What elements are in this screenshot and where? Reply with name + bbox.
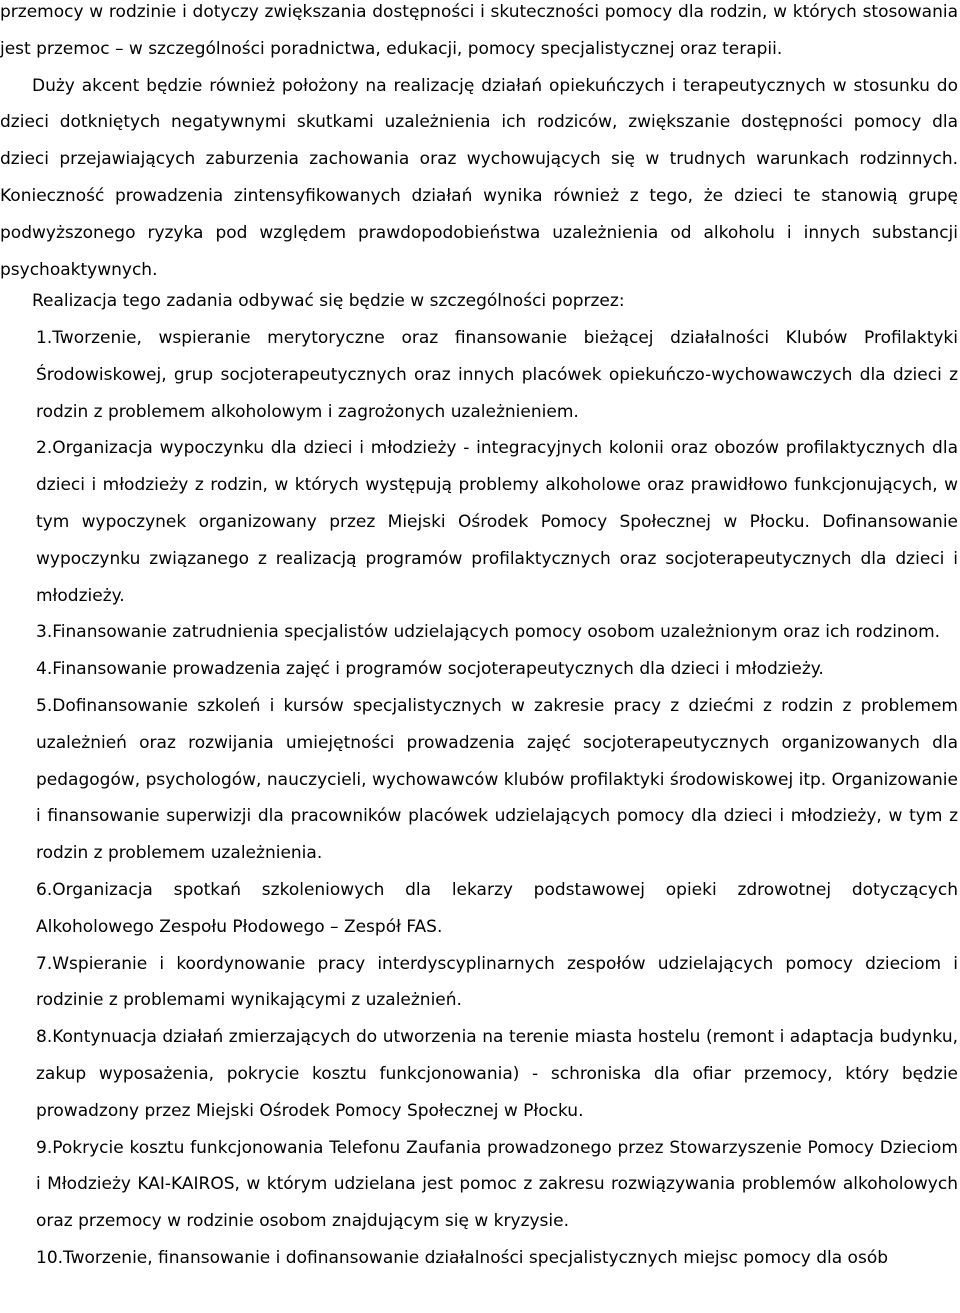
measures-list [36, 320, 958, 1277]
list-item-number: 10. [36, 1247, 64, 1268]
list-item-text: Organizacja wypoczynku dla dzieci i młodzieży - integracyjnych kolonii oraz obozów profilaktycznych dla dzieci i młodzieży z rodzin, w których występują problemy alkoholowe oraz prawidłowo funkcjonujących, w tym wypoczynek organizowany przez Miejski Ośrodek Pomocy Społecznej w Płocku. Dofinansowanie wypoczynku związanego z realizacją programów profilaktycznych oraz socjoterapeutycznych dla dzieci i młodzieży. [36, 438, 958, 606]
list-item [36, 688, 958, 872]
list-item-number: 7. [36, 953, 53, 974]
list-item [36, 946, 958, 1020]
list-item [36, 1240, 958, 1277]
list-item-text: Tworzenie, finansowanie i dofinansowanie działalności specjalistycznych miejsc pomocy dla osób [63, 1247, 889, 1268]
list-item [36, 872, 958, 946]
list-item-number: 4. [36, 659, 53, 680]
list-item [36, 320, 958, 430]
list-item-text: Finansowanie zatrudnienia specjalistów udzielających pomocy osobom uzależnionym oraz ich rodzinom. [52, 622, 941, 643]
list-item-number: 5. [36, 695, 53, 716]
list-item-text: Pokrycie kosztu funkcjonowania Telefonu Zaufania prowadzonego przez Stowarzyszenie Pomocy Dzieciom i Młodzieży KAI-KAIROS, w którym udzielana jest pomoc z zakresu rozwiązywania problemów alkoholowych oraz przemocy w rodzinie osobom znajdującym się w kryzysie. [36, 1137, 958, 1232]
list-item-number: 1. [36, 328, 53, 348]
list-lead: Realizacja tego zadania odbywać się będzie w szczególności poprzez: [32, 291, 625, 311]
list-item-number: 2. [36, 438, 53, 459]
intro-paragraph-1: przemocy w rodzinie i dotyczy zwiększania dostępności i skuteczności pomocy dla rodzin, w których stosowania jest przemoc – w szczególności poradnictwa, edukacji, pomocy specjalistycznej oraz terapii. [0, 2, 958, 59]
list-item-text: Kontynuacja działań zmierzających do utworzenia na terenie miasta hostelu (remont i adaptacja budynku, zakup wyposażenia, pokrycie kosztu funkcjonowania) - schroniska dla ofiar przemocy, który będzie prowadzony przez Miejski Ośrodek Pomocy Społecznej w Płocku. [36, 1027, 958, 1121]
list-item [36, 1019, 958, 1129]
list-item [36, 1130, 958, 1240]
list-item-text: Organizacja spotkań szkoleniowych dla lekarzy podstawowej opieki zdrowotnej dotyczących Alkoholowego Zespołu Płodowego – Zespół FAS. [36, 879, 958, 937]
list-item-text: Finansowanie prowadzenia zajęć i programów socjoterapeutycznych dla dzieci i młodzieży. [52, 659, 824, 680]
list-item [36, 430, 958, 614]
list-item-text: Wspieranie i koordynowanie pracy interdyscyplinarnych zespołów udzielających pomocy dzieciom i rodzinie z problemami wynikającymi z uzależnień. [36, 953, 958, 1011]
list-item [36, 614, 958, 651]
intro-paragraph-2: Duży akcent będzie również położony na realizację działań opiekuńczych i terapeutycznych w stosunku do dzieci dotkniętych negatywnymi skutkami uzależnienia ich rodziców, zwiększanie dostępności pomocy dla dzieci przejawiających zaburzenia zachowania oraz wychowujących się w trudnych warunkach rodzinnych. Konieczność prowadzenia zintensyfikowanych działań wynika również z tego, że dzieci te stanowią grupę podwyższonego ryzyka pod względem prawdopodobieństwa uzależnienia od alkoholu i innych substancji psychoaktywnych. [0, 75, 958, 280]
list-item-number: 8. [36, 1027, 53, 1048]
list-item-text: Dofinansowanie szkoleń i kursów specjalistycznych w zakresie pracy z dziećmi z rodzin z problemem uzależnień oraz rozwijania umiejętności prowadzenia zajęć socjoterapeutycznych organizowanych dla pedagogów, psychologów, nauczycieli, wychowawców klubów profilaktyki środowiskowej itp. Organizowanie i finansowanie superwizji dla pracowników placówek udzielających pomocy dla dzieci i młodzieży, w tym z rodzin z problemem uzależnienia. [36, 695, 958, 864]
list-item-number: 9. [36, 1137, 53, 1158]
list-item [36, 651, 958, 688]
list-item-number: 3. [36, 622, 53, 643]
intro-section [0, 0, 958, 288]
list-item-number: 6. [36, 879, 53, 900]
list-item-text: Tworzenie, wspieranie merytoryczne oraz finansowanie bieżącej działalności Klubów Profilaktyki Środowiskowej, grup socjoterapeutycznych oraz innych placówek opiekuńczo-wychowawczych dla dzieci z rodzin z problemem alkoholowym i zagrożonych uzależnieniem. [36, 328, 958, 422]
